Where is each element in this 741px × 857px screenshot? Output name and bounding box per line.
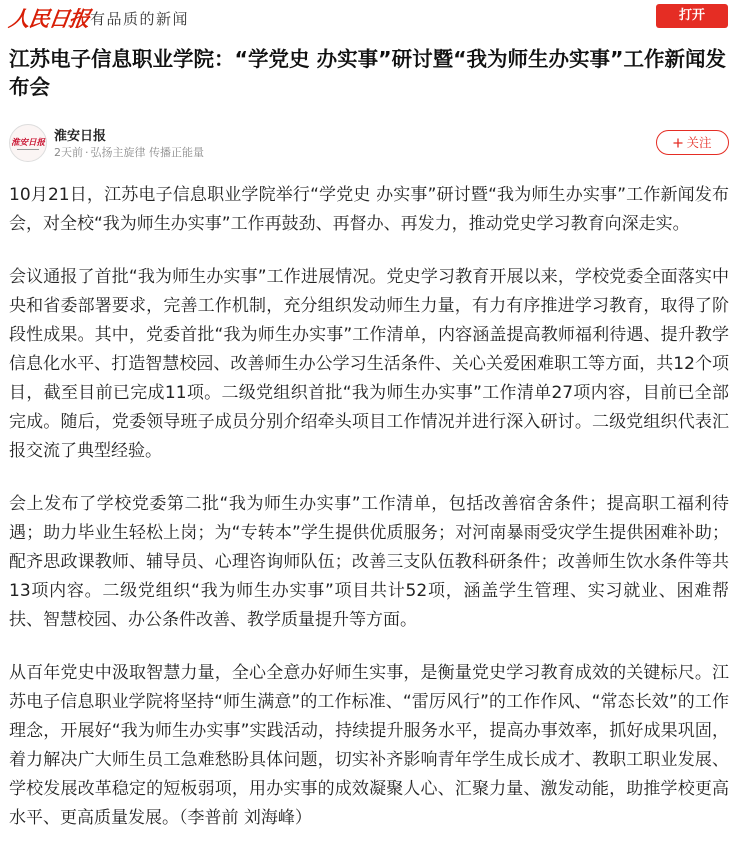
meta-separator: · <box>85 146 89 159</box>
open-app-button[interactable]: 打开 <box>656 4 728 28</box>
avatar-divider <box>17 149 39 150</box>
author-description: 弘扬主旋律 传播正能量 <box>90 146 204 159</box>
app-slogan: 有品质的新闻 <box>90 10 190 28</box>
article-title: 江苏电子信息职业学院：“学党史 办实事”研讨暨“我为师生办实事”工作新闻发布会 <box>9 47 727 99</box>
paragraph-2: 会议通报了首批“我为师生办实事”工作进展情况。党史学习教育开展以来，学校党委全面落实中央和省委部署要求，完善工作机制，充分组织发动师生力量，有力有序推进学习教育，取得了阶段性成果。其中，党委首批“我为师生办实事”工作清单，内容涵盖提高教师福利待遇、提升教学信息化水平、打造智慧校园、改善师生办公学习生活条件、关心关爱困难职工等方面，共12个项目，截至目前已完成11项。二级党组织首批“我为师生办实事”工作清单27项内容，目前已全部完成。随后，党委领导班子成员分别介绍牵头项目工作情况并进行深入研讨。二级党组织代表汇报交流了典型经验。 <box>9 267 729 461</box>
follow-label: 关注 <box>686 135 712 150</box>
people-daily-logo[interactable]: 人民日报 <box>7 6 91 31</box>
paragraph-1: 10月21日，江苏电子信息职业学院举行“学党史 办实事”研讨暨“我为师生办实事”工作新闻发布会，对全校“我为师生办实事”工作再鼓劲、再督办、再发力，推动党史学习教育向深走实。 <box>9 185 729 234</box>
author-row <box>9 124 729 164</box>
top-bar <box>0 0 741 36</box>
avatar-logo-text: 淮安日报 <box>11 138 46 148</box>
paragraph-3: 会上发布了学校党委第二批“我为师生办实事”工作清单，包括改善宿舍条件；提高职工福利待遇；助力毕业生轻松上岗；为“专转本”学生提供优质服务；对河南暴雨受灾学生提供困难补助；配齐思政课教师、辅导员、心理咨询师队伍；改善三支队伍教科研条件；改善师生饮水条件等共13项内容。二级党组织“我为师生办实事”项目共计52项，涵盖学生管理、实习就业、困难帮扶、智慧校园、办公条件改善、教学质量提升等方面。 <box>9 494 729 630</box>
follow-button[interactable] <box>656 130 729 155</box>
author-meta <box>54 144 204 160</box>
publish-time: 2天前 <box>54 146 83 159</box>
plus-icon <box>673 138 683 148</box>
paragraph-4: 从百年党史中汲取智慧力量，全心全意办好师生实事，是衡量党史学习教育成效的关键标尺。江苏电子信息职业学院将坚持“师生满意”的工作标准、“雷厉风行”的工作作风、“常态长效”的工作理念，开展好“我为师生办实事”实践活动，持续提升服务水平，提高办事效率，抓好成果巩固，着力解决广大师生员工急难愁盼具体问题，切实补齐影响青年学生成长成才、教职工职业发展、学校发展改革稳定的短板弱项，用办实事的成效凝聚人心、汇聚力量、激发动能，助推学校更高水平、更高质量发展。（李普前 刘海峰） <box>9 663 729 828</box>
author-name[interactable]: 淮安日报 <box>54 129 107 144</box>
article-body <box>9 181 729 857</box>
author-avatar[interactable] <box>9 124 47 162</box>
